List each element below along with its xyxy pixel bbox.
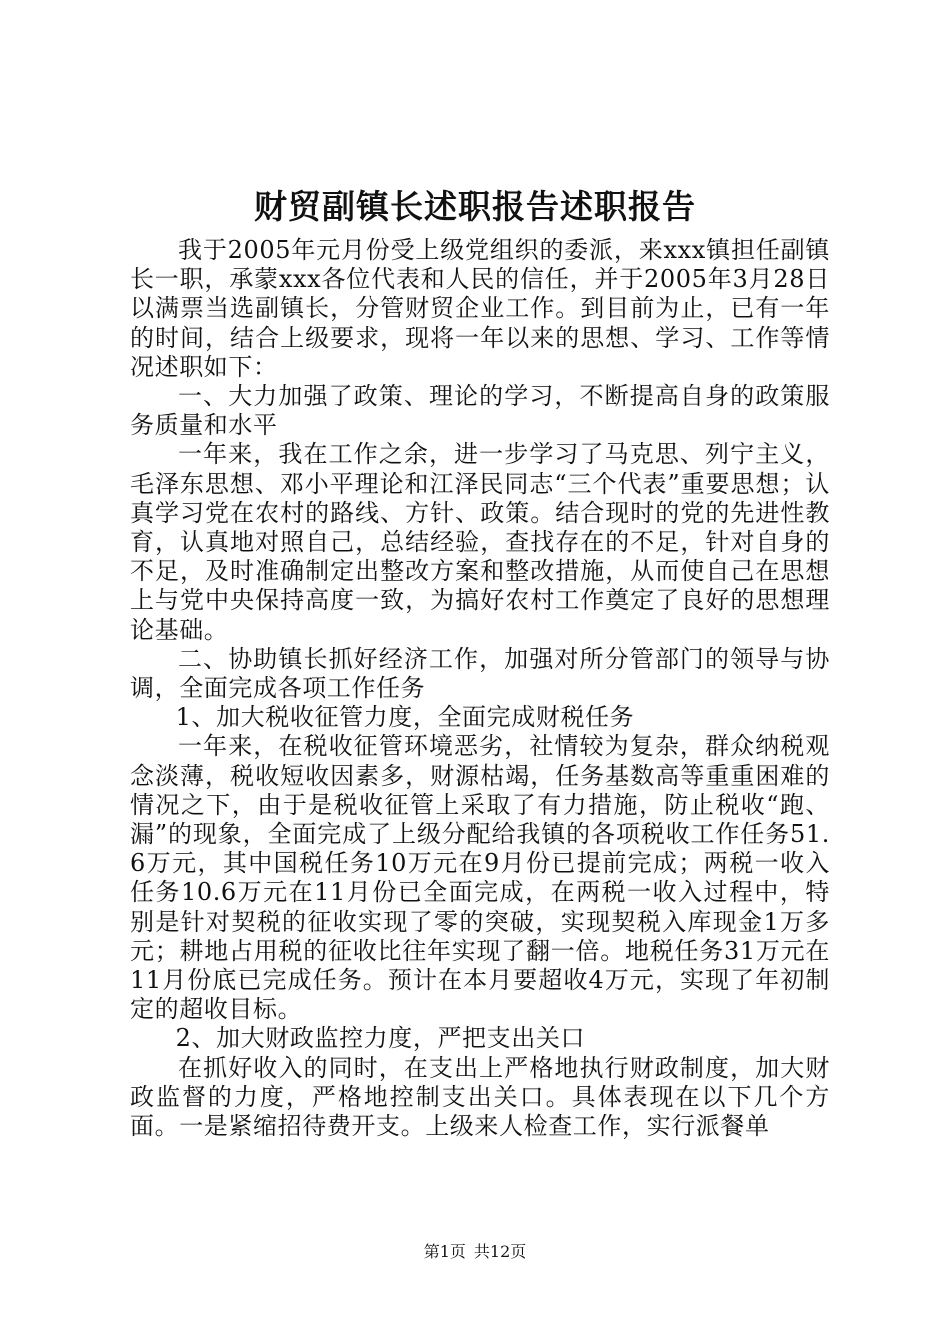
- page-total: 共12页: [473, 1242, 527, 1261]
- subheading-finance: 2、加大财政监控力度，严把支出关口: [175, 1024, 586, 1053]
- subheading-tax: 1、加大税收征管力度，全面完成财税任务: [175, 703, 635, 732]
- page-footer: [0, 1240, 950, 1264]
- paragraph-finance: 在抓好收入的同时，在支出上严格地执行财政制度，加大财政监督的力度，严格地控制支出关口。具体表现在以下几个方面。一是紧缩招待费开支。上级来人检查工作，实行派餐单: [130, 1053, 830, 1141]
- paragraph-intro: 我于2005年元月份受上级党组织的委派，来xxx镇担任副镇长一职，承蒙xxx各位代表和人民的信任，并于2005年3月28日以满票当选副镇长，分管财贸企业工作。到目前为止，已有一年的时间，结合上级要求，现将一年以来的思想、学习、工作等情况述职如下：: [130, 236, 830, 381]
- paragraph-study: 一年来，我在工作之余，进一步学习了马克思、列宁主义，毛泽东思想、邓小平理论和江泽民同志“三个代表”重要思想；认真学习党在农村的路线、方针、政策。结合现时的党的先进性教育，认真地对照自己，总结经验，查找存在的不足，针对自身的不足，及时准确制定出整改方案和整改措施，从而使自己在思想上与党中央保持高度一致，为搞好农村工作奠定了良好的思想理论基础。: [130, 440, 830, 644]
- paragraph-tax: 一年来，在税收征管环境恶劣，社情较为复杂，群众纳税观念淡薄，税收短收因素多，财源枯竭，任务基数高等重重困难的情况之下，由于是税收征管上采取了有力措施，防止税收“跑、漏”的现象，全面完成了上级分配给我镇的各项税收工作任务51.6万元，其中国税任务10万元在9月份已提前完成；两税一收入任务10.6万元在11月份已全面完成，在两税一收入过程中，特别是针对契税的征收实现了零的突破，实现契税入库现金1万多元；耕地占用税的征收比往年实现了翻一倍。地税任务31万元在11月份底已完成任务。预计在本月要超收4万元，实现了年初制定的超收目标。: [130, 732, 830, 1024]
- page-number: 第1页: [423, 1242, 466, 1261]
- heading-section-1: 一、大力加强了政策、理论的学习，不断提高自身的政策服务质量和水平: [130, 382, 830, 440]
- document-body: [130, 236, 830, 1141]
- heading-section-2: 二、协助镇长抓好经济工作，加强对所分管部门的领导与协调，全面完成各项工作任务: [130, 644, 830, 703]
- document-title: 财贸副镇长述职报告述职报告: [254, 187, 696, 226]
